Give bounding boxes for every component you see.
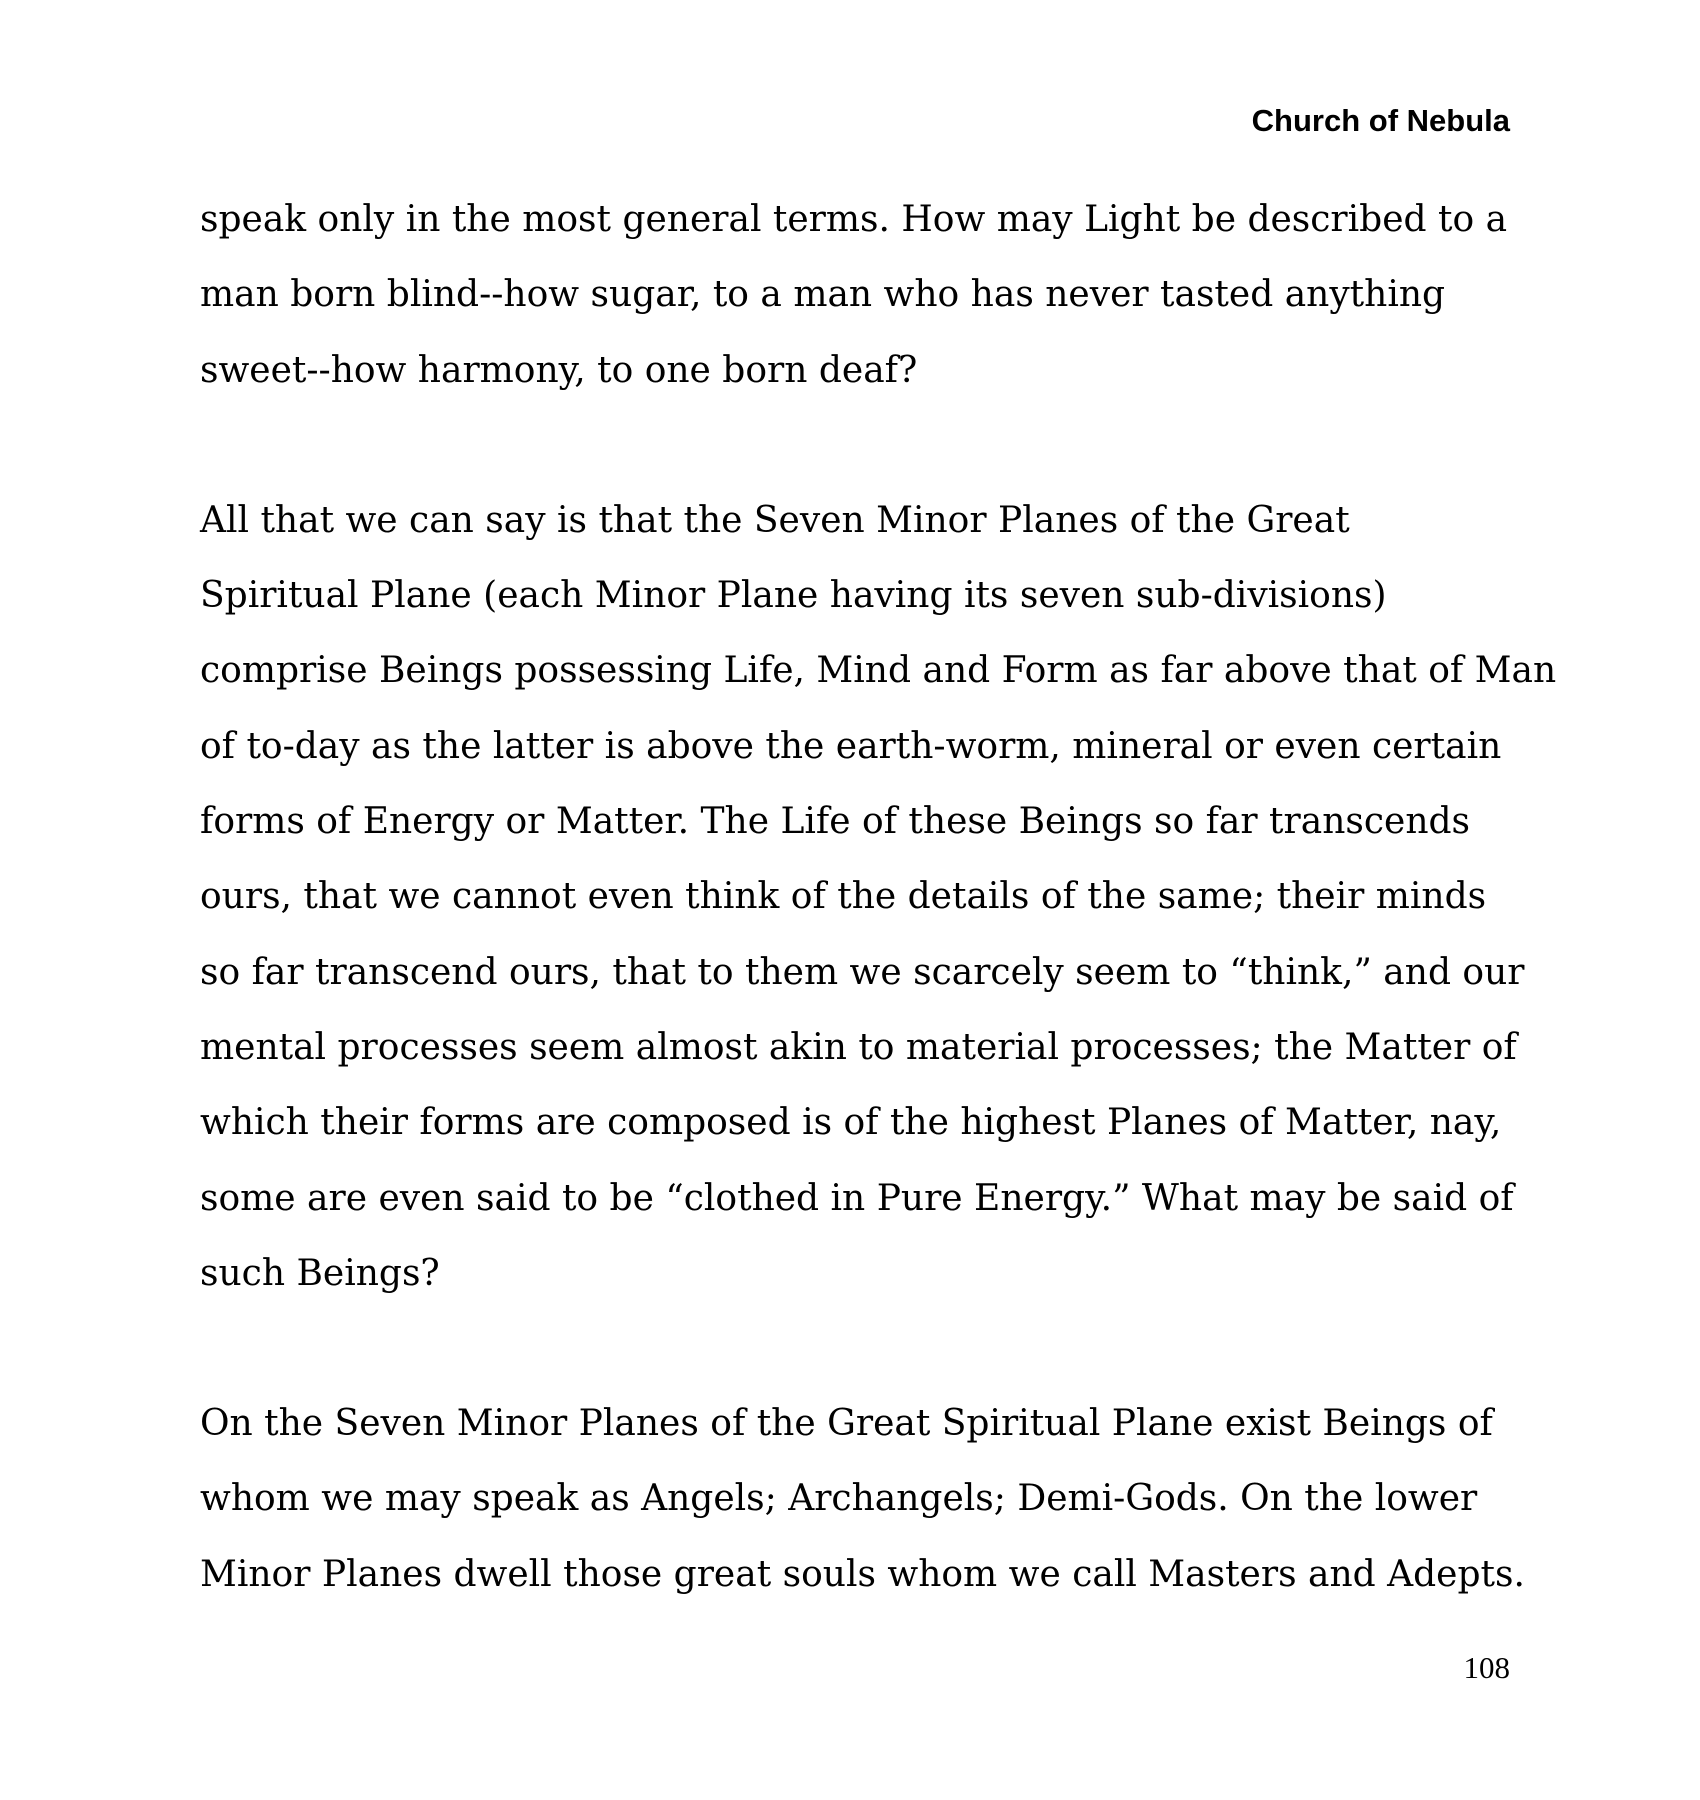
text-line: which their forms are composed is of the highest Planes of Matter, nay, — [200, 1102, 1502, 1144]
paragraph-3 — [200, 1386, 1525, 1612]
text-line: comprise Beings possessing Life, Mind and Form as far above that of Man — [200, 650, 1557, 692]
text-line: so far transcend ours, that to them we scarcely seem to “think,” and our — [200, 951, 1525, 993]
text-line: All that we can say is that the Seven Minor Planes of the Great — [200, 499, 1350, 541]
text-line: man born blind--how sugar, to a man who has never tasted anything — [200, 274, 1446, 316]
text-line: of to-day as the latter is above the earth-worm, mineral or even certain — [200, 725, 1502, 767]
text-line: Spiritual Plane (each Minor Plane having its seven sub-divisions) — [200, 575, 1387, 617]
paragraph-1 — [200, 182, 1508, 408]
text-line: some are even said to be “clothed in Pure Energy.” What may be said of — [200, 1177, 1514, 1219]
body-text — [200, 182, 1557, 1687]
paragraph-2 — [200, 483, 1557, 1311]
page-number: 108 — [1463, 1650, 1510, 1685]
text-line: such Beings? — [200, 1252, 440, 1294]
text-line: Minor Planes dwell those great souls whom we call Masters and Adepts. — [200, 1553, 1525, 1595]
text-line: whom we may speak as Angels; Archangels; Demi-Gods. On the lower — [200, 1478, 1478, 1520]
running-header: Church of Nebula — [1251, 103, 1510, 138]
text-line: ours, that we cannot even think of the details of the same; their minds — [200, 876, 1487, 918]
text-line: speak only in the most general terms. How may Light be described to a — [200, 199, 1508, 240]
text-line: sweet--how harmony, to one born deaf? — [200, 349, 918, 391]
text-line: forms of Energy or Matter. The Life of these Beings so far transcends — [200, 801, 1471, 843]
text-line: mental processes seem almost akin to material processes; the Matter of — [200, 1026, 1517, 1068]
text-line: On the Seven Minor Planes of the Great Spiritual Plane exist Beings of — [200, 1403, 1493, 1445]
